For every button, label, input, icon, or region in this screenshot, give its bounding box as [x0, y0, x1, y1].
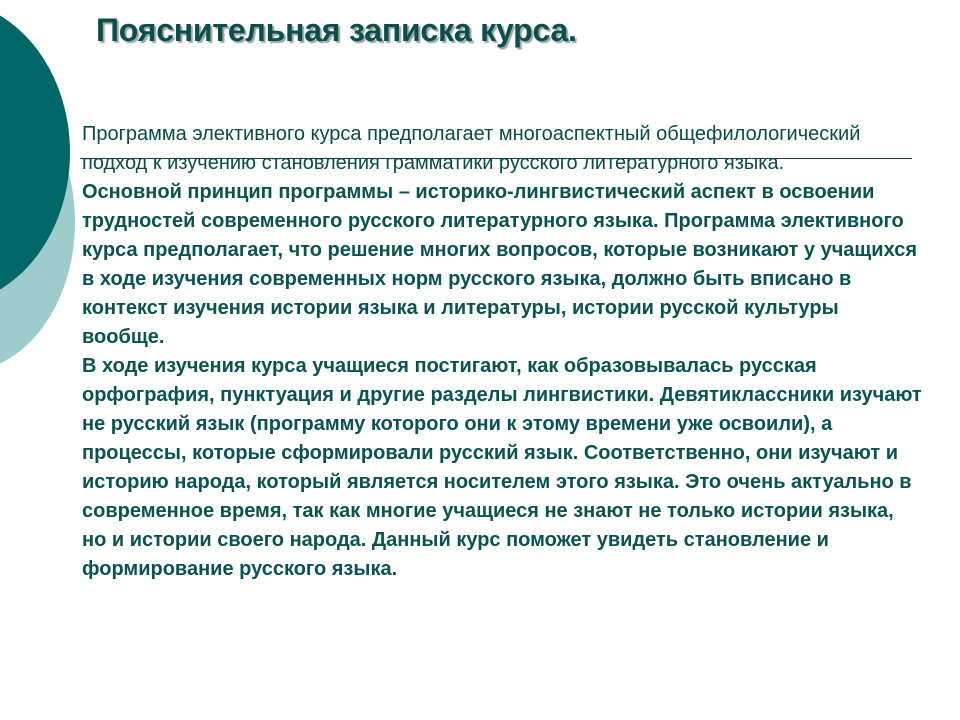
- slide-body: [82, 120, 922, 584]
- paragraph-3: В ходе изучения курса учащиеся постигают, как образовывалась русская орфография, пунктуация и другие разделы лингвистики. Девятиклассники изучают не русский язык (программу которого они к этому времени уже освоили), а процессы, которые сформировали русский язык. Соответственно, они изучают и историю народа, который является носителем этого языка. Это очень актуально в современное время, так как многие учащиеся не знают не только истории языка, но и истории своего народа. Данный курс поможет увидеть становление и формирование русского языка.: [82, 355, 922, 580]
- paragraph-2: Основной принцип программы – историко-лингвистический аспект в освоении трудностей современного русского литературного языка. Программа элективного курса предполагает, что решение многих вопросов, которые возникают у учащихся в ходе изучения современных норм русского языка, должно быть вписано в контекст изучения истории языка и литературы, истории русской культуры вообще.: [82, 181, 918, 348]
- slide-title: Пояснительная записка курса.: [96, 12, 577, 48]
- paragraph-1: Программа элективного курса предполагает многоаспектный общефилологический подход к изучению становления грамматики русского литературного языка.: [82, 123, 861, 174]
